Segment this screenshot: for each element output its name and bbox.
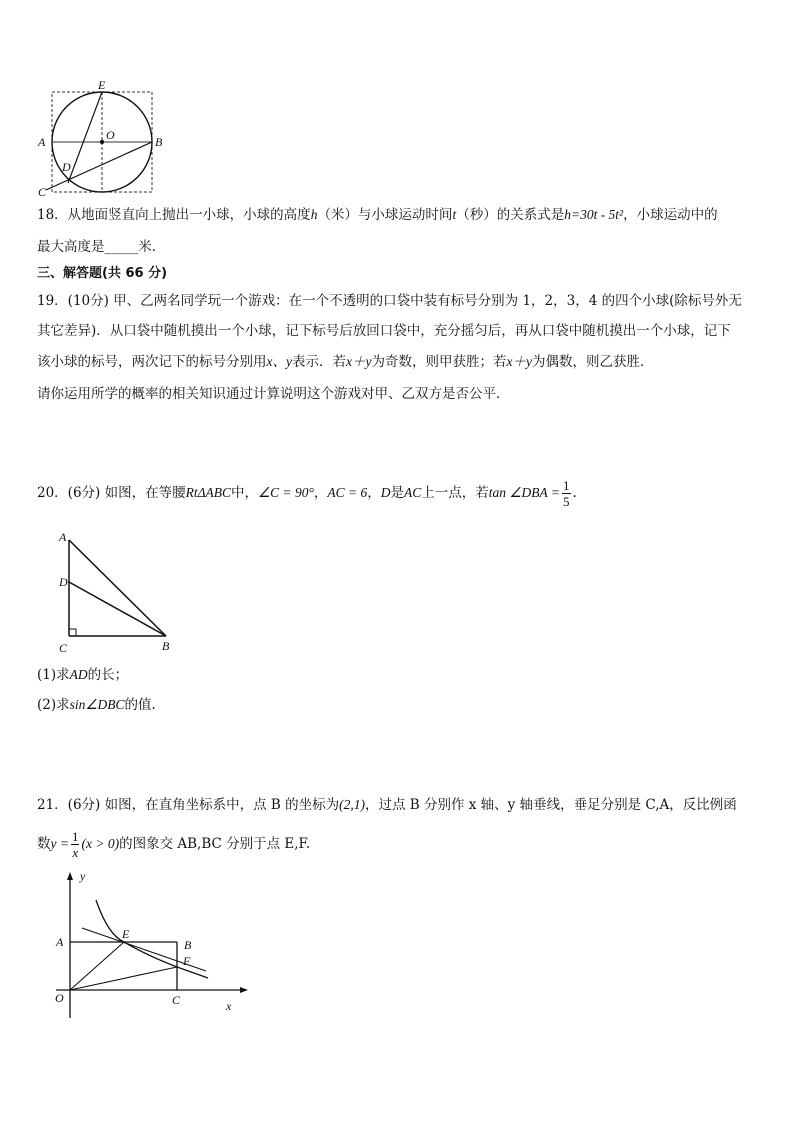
q19-line1: 19．(10分) 甲、乙两名同学玩一个游戏：在一个不透明的口袋中装有标号分别为 1，2，3，4 的四个小球(除标号外无 (37, 293, 742, 309)
side-ab (69, 540, 166, 636)
q19-text-b: 表示．若 (291, 354, 346, 370)
q18-text-d: ，小球运动中的 (623, 207, 718, 223)
frac-num: 1 (563, 478, 570, 493)
q18-formula: h=30t - 5t² (564, 207, 624, 222)
q18-line1 (37, 205, 718, 225)
q20-line1 (37, 478, 577, 509)
sin-dbc: sin∠DBC (69, 697, 125, 712)
point-d: D (380, 485, 391, 500)
q20-sub1 (37, 665, 128, 685)
sub2-suffix: 的值. (124, 697, 156, 713)
label-e: E (122, 927, 130, 941)
q21-text-b: ，过点 B 分别作 x 轴、y 轴垂线，垂足分别是 C,A，反比例函 (364, 797, 737, 813)
var-t: t (452, 207, 457, 222)
sub2-prefix: (2)求 (37, 697, 70, 713)
q21-line1 (37, 795, 737, 815)
q20-text-a: 20．(6分) 如图，在等腰 (37, 485, 186, 501)
label-c: C (38, 185, 47, 199)
frac-den: 5 (563, 494, 570, 509)
segment-of (70, 967, 177, 990)
expr-x-plus-y-2: x＋y (506, 354, 532, 369)
label-b: B (155, 135, 163, 149)
q18-text-c: （秒）的关系式是 (456, 207, 565, 223)
label-e: E (98, 78, 106, 92)
frac-num: 1 (71, 829, 79, 844)
right-angle-mark (69, 629, 76, 636)
q20-text-d: 上一点，若 (421, 485, 489, 501)
y-axis-arrow (67, 872, 73, 880)
q19-text-d: 为偶数，则乙获胜． (531, 354, 654, 370)
label-o: O (55, 991, 64, 1005)
fraction-one-over-x (71, 829, 80, 860)
q19-line2: 其它差异)．从口袋中随机摸出一个小球，记下标号后放回口袋中，充分摇匀后，再从口袋中随机摸出一个小球，记下 (37, 323, 731, 339)
q19-line3 (37, 352, 653, 372)
q21-line2 (37, 829, 310, 860)
label-a: A (38, 135, 46, 149)
segment-db (69, 582, 166, 636)
label-o: O (106, 128, 115, 142)
label-b: B (162, 639, 170, 653)
fraction-one-fifth (562, 478, 571, 509)
q20-text-c: 是 (390, 485, 405, 501)
circle-figure (36, 78, 166, 200)
section-heading: 三、解答题(共 66 分) (37, 266, 168, 281)
triangle-figure (52, 528, 182, 656)
label-d: D (62, 160, 71, 174)
label-d: D (59, 575, 68, 589)
var-h: h (310, 207, 318, 222)
ac-length: AC = 6 (327, 485, 368, 500)
sub1-suffix: 的长； (87, 667, 129, 683)
label-x: x (226, 999, 232, 1013)
segment-oe (70, 942, 124, 990)
q18-text-a: 18．从地面竖直向上抛出一小球，小球的高度 (37, 207, 311, 223)
label-c: C (172, 993, 181, 1007)
triangle-rt-abc: RtΔABC (185, 485, 232, 500)
q18-text-b: （米）与小球运动时间 (317, 207, 453, 223)
domain-condition: (x > 0) (81, 836, 120, 851)
sub1-prefix: (1)求 (37, 667, 70, 683)
q20-sub2 (37, 695, 156, 715)
q19-line4: 请你运用所学的概率的相关知识通过计算说明这个游戏对甲、乙双方是否公平． (37, 386, 510, 402)
var-xy: x、y (266, 354, 292, 369)
q19-text-a: 该小球的标号，两次记下的标号分别用 (37, 354, 267, 370)
q19-text-c: 为奇数，则甲获胜；若 (371, 354, 507, 370)
q20-comma: ， (313, 485, 328, 501)
q21-text-c: 数 (37, 836, 51, 852)
label-c: C (59, 641, 68, 655)
tan-dba: tan ∠DBA = (488, 485, 560, 500)
q20-comma2: ， (367, 485, 381, 501)
label-a: A (56, 935, 64, 949)
label-b: B (184, 938, 192, 952)
label-a: A (59, 530, 67, 544)
frac-den: x (72, 845, 79, 860)
coordinate-figure (46, 870, 251, 1020)
center-point (100, 140, 104, 144)
q21-text-a: 21．(6分) 如图，在直角坐标系中，点 B 的坐标为 (37, 797, 340, 813)
coord-b: (2,1) (339, 797, 365, 812)
q20-text-b: 中， (231, 485, 259, 501)
segment-ac: AC (404, 485, 422, 500)
q18-line2: 最大高度是_____米． (37, 239, 166, 255)
q21-text-d: 的图象交 AB,BC 分别于点 E,F. (119, 836, 311, 852)
q20-end: . (572, 485, 577, 501)
segment-ad: AD (69, 667, 88, 682)
chord-ed (68, 92, 102, 183)
label-f: F (183, 954, 191, 968)
label-y: y (80, 870, 86, 883)
expr-x-plus-y-1: x＋y (345, 354, 372, 369)
x-axis-arrow (240, 987, 248, 993)
y-equals: y = (50, 836, 69, 851)
angle-c: ∠C = 90° (258, 485, 314, 500)
